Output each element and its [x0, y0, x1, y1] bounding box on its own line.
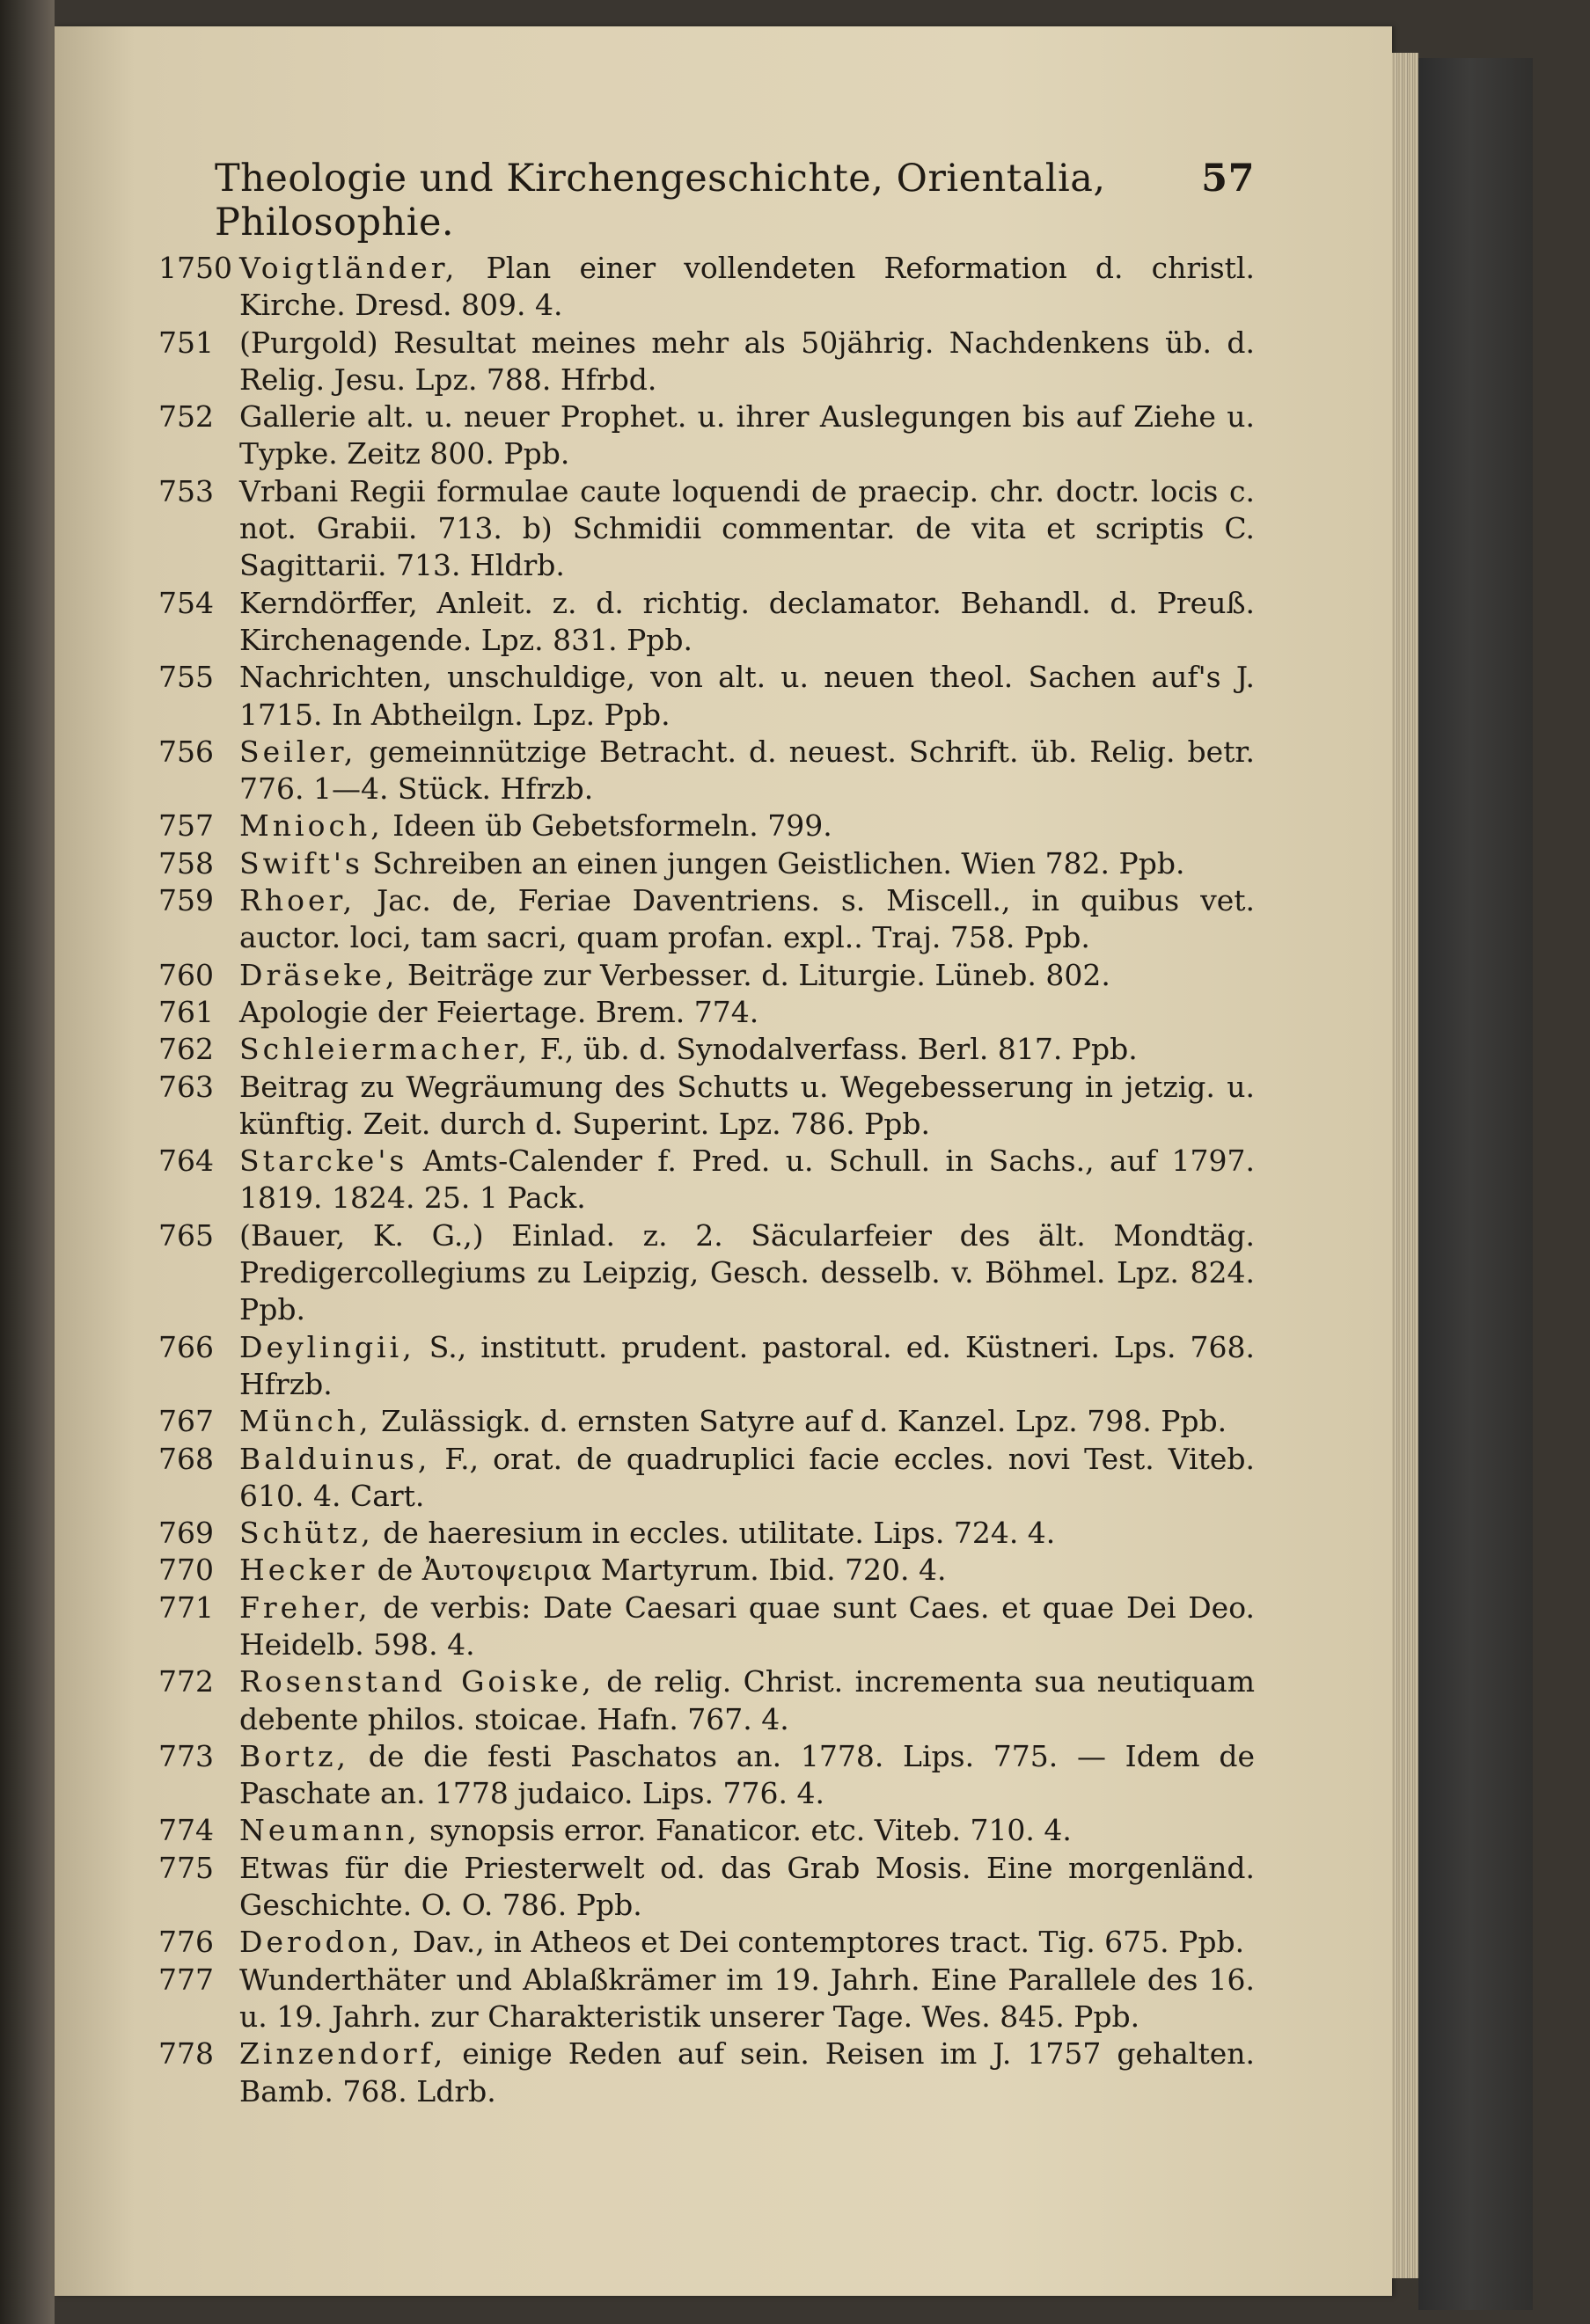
entry-number: 759: [158, 883, 214, 918]
entry-author: Rosenstand Goiske,: [239, 1664, 595, 1699]
entry-text: [239, 325, 1255, 399]
entry-text: [239, 1515, 1255, 1552]
entry-number: 764: [158, 1144, 214, 1179]
entry-author: Freher,: [239, 1590, 371, 1625]
entry-text: [239, 250, 1255, 325]
entry-description: de verbis: Date Caesari quae sunt Caes. et quae Dei Deo. Heidelb. 598. 4.: [239, 1590, 1255, 1662]
catalogue-entry: [158, 1031, 1255, 1068]
entry-number: 756: [158, 734, 214, 769]
entry-number: 768: [158, 1441, 214, 1476]
entry-description: gemeinnützige Betracht. d. neuest. Schrift. üb. Relig. betr. 776. 1—4. Stück. Hfrzb.: [239, 734, 1255, 807]
entry-text: [239, 1069, 1255, 1144]
entry-text: [239, 1590, 1255, 1664]
entry-description: Nachrichten, unschuldige, von alt. u. neuen theol. Sachen auf's J. 1715. In Abtheilgn. Lpz. Ppb.: [239, 660, 1255, 732]
entry-description: de die festi Paschatos an. 1778. Lips. 775. — Idem de Paschate an. 1778 judaico. Lips. 776. 4.: [239, 1738, 1255, 1811]
entry-description: S., institutt. prudent. pastoral. ed. Küstneri. Lps. 768. Hfrzb.: [239, 1329, 1255, 1401]
catalogue-entry: [158, 1441, 1255, 1516]
entry-text: [239, 734, 1255, 808]
entry-description: F., orat. de quadruplici facie eccles. novi Test. Viteb. 610. 4. Cart.: [239, 1441, 1255, 1513]
entry-description: synopsis error. Fanaticor. etc. Viteb. 710. 4.: [429, 1813, 1072, 1848]
catalogue-entry: [158, 325, 1255, 399]
catalogue-entry: [158, 1329, 1255, 1404]
catalogue-entry: [158, 1143, 1255, 1217]
entry-text: [239, 398, 1255, 473]
entry-number: 775: [158, 1850, 214, 1885]
entry-author: Swift's: [239, 845, 363, 881]
entry-number: 778: [158, 2036, 214, 2072]
entry-number: 772: [158, 1664, 214, 1699]
catalogue-entry: [158, 1850, 1255, 1925]
catalogue-entry: [158, 1403, 1255, 1440]
entry-number: 766: [158, 1329, 214, 1364]
catalogue-entry: [158, 734, 1255, 808]
entry-description: Plan einer vollendeten Reformation d. christl. Kirche. Dresd. 809. 4.: [239, 251, 1255, 323]
catalogue-entry: [158, 1069, 1255, 1144]
entry-description: Etwas für die Priesterwelt od. das Grab Mosis. Eine morgenländ. Geschichte. O. O. 786. Ppb.: [239, 1850, 1255, 1923]
book-spine: [0, 0, 55, 2324]
catalogue-entry: [158, 1738, 1255, 1813]
entry-description: de Ἀυτοψειρια Martyrum. Ibid. 720. 4.: [377, 1553, 947, 1588]
catalogue-entry: [158, 2035, 1255, 2110]
entry-author: Rhoer,: [239, 883, 356, 918]
entry-description: F., üb. d. Synodalverfass. Berl. 817. Ppb.: [539, 1032, 1138, 1067]
entry-number: 755: [158, 660, 214, 695]
entry-author: Deylingii,: [239, 1329, 415, 1364]
catalogue-entry: [158, 957, 1255, 994]
running-header: [215, 157, 1255, 245]
entry-number: 1750: [158, 251, 232, 285]
catalogue-entry: [158, 1552, 1255, 1589]
entry-number: 763: [158, 1069, 214, 1104]
entry-text: [239, 1217, 1255, 1329]
entry-text: [239, 1850, 1255, 1925]
entry-text: [239, 1552, 1255, 1589]
entry-number: 752: [158, 399, 214, 435]
entry-author: Münch,: [239, 1404, 372, 1439]
entry-author: Voigtländer,: [239, 251, 458, 285]
entry-number: 773: [158, 1738, 214, 1773]
entry-author: Zinzendorf,: [239, 2036, 447, 2072]
entry-number: 767: [158, 1404, 214, 1439]
entry-number: 774: [158, 1813, 214, 1848]
entry-text: [239, 1031, 1255, 1068]
entry-number: 770: [158, 1553, 214, 1588]
entry-text: [239, 994, 1255, 1031]
entry-text: [239, 2035, 1255, 2110]
catalogue-entry: [158, 473, 1255, 585]
catalogue-entry: [158, 585, 1255, 660]
catalogue-entry: [158, 1924, 1255, 1961]
entry-author: Balduinus,: [239, 1441, 431, 1476]
entry-number: 754: [158, 585, 214, 620]
entry-description: de relig. Christ. incrementa sua neutiquam debente philos. stoicae. Hafn. 767. 4.: [239, 1664, 1255, 1736]
entry-description: Gallerie alt. u. neuer Prophet. u. ihrer Auslegungen bis auf Ziehe u. Typke. Zeitz 800. Ppb.: [239, 399, 1255, 471]
catalogue-entry: [158, 845, 1255, 882]
catalogue-entry: [158, 250, 1255, 325]
entry-number: 776: [158, 1925, 214, 1960]
entry-description: de haeresium in eccles. utilitate. Lips. 724. 4.: [383, 1516, 1056, 1551]
entry-text: [239, 1924, 1255, 1961]
entry-text: [239, 1962, 1255, 2036]
entry-description: (Bauer, K. G.,) Einlad. z. 2. Säcularfeier des ält. Mondtäg. Predigercollegiums zu Leipzig, Gesch. desselb. v. Böhmel. Lpz. 824. Ppb.: [239, 1217, 1255, 1327]
entry-author: Schleiermacher,: [239, 1032, 531, 1067]
entry-number: 760: [158, 957, 214, 992]
entry-text: [239, 882, 1255, 957]
entry-author: Seiler,: [239, 734, 357, 769]
entry-description: Apologie der Feiertage. Brem. 774.: [239, 994, 759, 1029]
entry-author: Derodon,: [239, 1925, 404, 1960]
catalogue-entry: [158, 882, 1255, 957]
entry-text: [239, 659, 1255, 734]
entry-description: Beitrag zu Wegräumung des Schutts u. Wegebesserung in jetzig. u. künftig. Zeit. durch d. Superint. Lpz. 786. Ppb.: [239, 1069, 1255, 1141]
entry-text: [239, 1403, 1255, 1440]
entry-text: [239, 1329, 1255, 1404]
entry-number: 769: [158, 1516, 214, 1551]
entry-text: [239, 585, 1255, 660]
entry-description: Schreiben an einen jungen Geistlichen. Wien 782. Ppb.: [372, 845, 1185, 881]
entry-text: [239, 1738, 1255, 1813]
entry-author: Neumann,: [239, 1813, 421, 1848]
entry-text: [239, 845, 1255, 882]
entry-text: [239, 1812, 1255, 1849]
catalogue-entry: [158, 1217, 1255, 1329]
entry-number: 753: [158, 473, 214, 508]
entry-text: [239, 1441, 1255, 1516]
entry-text: [239, 1143, 1255, 1217]
entry-description: (Purgold) Resultat meines mehr als 50jährig. Nachdenkens üb. d. Relig. Jesu. Lpz. 788. Hfrbd.: [239, 325, 1255, 397]
book-cover: [1418, 58, 1533, 2310]
entry-text: [239, 808, 1255, 844]
header-title: Theologie und Kirchengeschichte, Orientalia, Philosophie.: [215, 157, 1106, 245]
entry-number: 765: [158, 1217, 214, 1253]
catalogue-entry: [158, 1962, 1255, 2036]
catalogue-entry: [158, 1590, 1255, 1664]
catalogue-entry: [158, 1515, 1255, 1552]
entry-description: Kerndörffer, Anleit. z. d. richtig. declamator. Behandl. d. Preuß. Kirchenagende. Lpz. 831. Ppb.: [239, 585, 1255, 657]
catalogue-entries: [158, 250, 1255, 2110]
entry-description: Dav., in Atheos et Dei contemptores tract. Tig. 675. Ppb.: [412, 1925, 1245, 1960]
entry-description: Amts-Calender f. Pred. u. Schull. in Sachs., auf 1797. 1819. 1824. 25. 1 Pack.: [239, 1144, 1255, 1216]
entry-number: 761: [158, 994, 214, 1029]
entry-description: einige Reden auf sein. Reisen im J. 1757 gehalten. Bamb. 768. Ldrb.: [239, 2036, 1256, 2108]
catalogue-entry: [158, 808, 1255, 844]
entry-number: 777: [158, 1962, 214, 1997]
page-edges: [1392, 53, 1418, 2278]
entry-description: Ideen üb Gebetsformeln. 799.: [392, 808, 832, 844]
entry-number: 751: [158, 325, 214, 360]
entry-number: 757: [158, 808, 214, 844]
entry-number: 771: [158, 1590, 214, 1625]
entry-author: Hecker: [239, 1553, 369, 1588]
catalogue-entry: [158, 1663, 1255, 1738]
entry-author: Mnioch,: [239, 808, 384, 844]
entry-author: Bortz,: [239, 1738, 350, 1773]
entry-description: Wunderthäter und Ablaßkrämer im 19. Jahrh. Eine Parallele des 16. u. 19. Jahrh. zur Charakteristik unserer Tage. Wes. 845. Ppb.: [239, 1962, 1255, 2034]
entry-number: 762: [158, 1032, 214, 1067]
catalogue-entry: [158, 994, 1255, 1031]
entry-author: Dräseke,: [239, 957, 399, 992]
entry-author: Schütz,: [239, 1516, 374, 1551]
entry-description: Zulässigk. d. ernsten Satyre auf d. Kanzel. Lpz. 798. Ppb.: [381, 1404, 1227, 1439]
catalogue-entry: [158, 659, 1255, 734]
entry-text: [239, 957, 1255, 994]
entry-text: [239, 473, 1255, 585]
page-number: 57: [1201, 157, 1255, 201]
entry-description: Beiträge zur Verbesser. d. Liturgie. Lüneb. 802.: [407, 957, 1110, 992]
entry-description: Vrbani Regii formulae caute loquendi de praecip. chr. doctr. locis c. not. Grabii. 713. b) Schmidii commentar. de vita et scriptis C. Sagittarii. 713. Hldrb.: [239, 473, 1255, 583]
entry-number: 758: [158, 845, 214, 881]
entry-author: Starcke's: [239, 1144, 408, 1179]
entry-text: [239, 1663, 1255, 1738]
catalogue-entry: [158, 398, 1255, 473]
entry-description: Jac. de, Feriae Daventriens. s. Miscell., in quibus vet. auctor. loci, tam sacri, quam profan. expl.. Traj. 758. Ppb.: [239, 883, 1255, 955]
catalogue-entry: [158, 1812, 1255, 1849]
